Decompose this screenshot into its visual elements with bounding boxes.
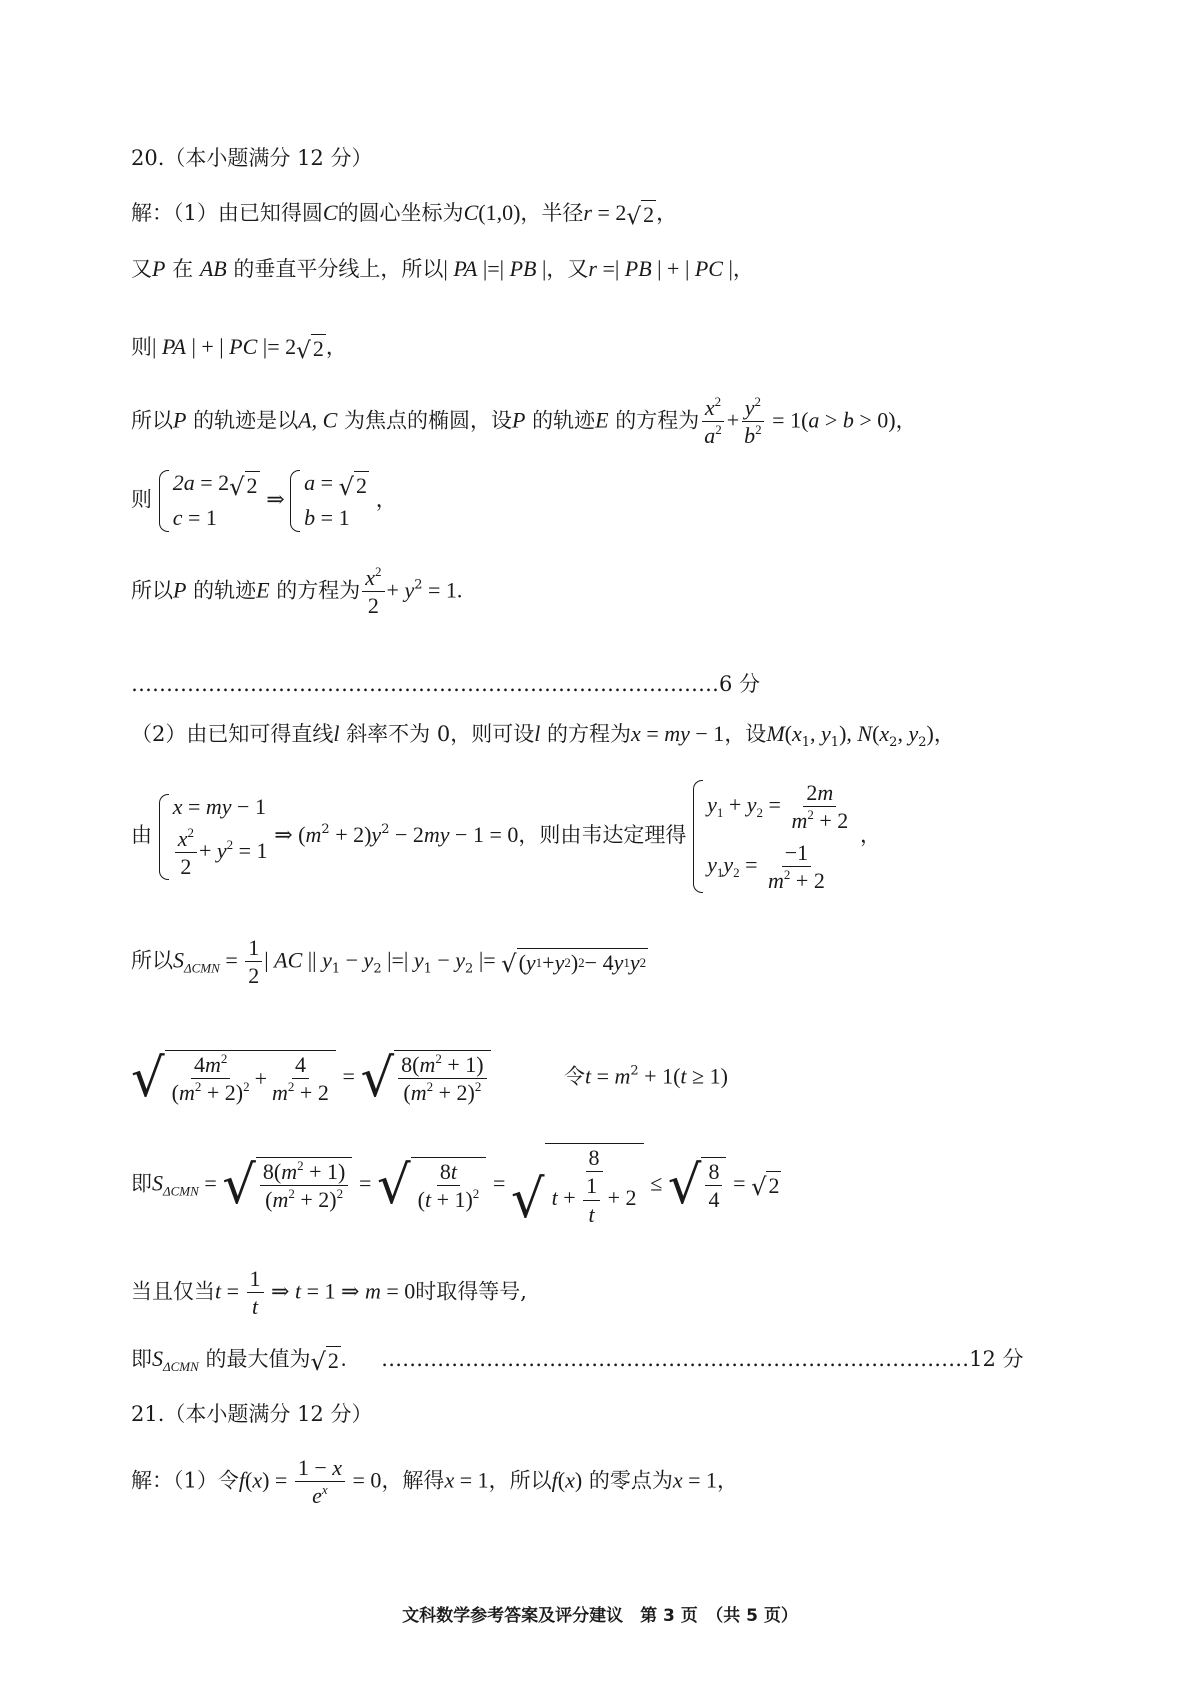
q20-heading: 20.（本小题满分 12 分） xyxy=(131,146,373,170)
q20-line-4: 所以P 的轨迹是以A, C 为焦点的椭圆，设P 的轨迹E 的方程为 $\frac{x^2}{a^2}$ + $\frac{y^2}{b^2}$ = 1(a > b > 0)， xyxy=(131,394,917,449)
q21-heading: 21.（本小题满分 12 分） xyxy=(131,1402,373,1426)
q21-line-1: 解：（1）令f(x) = $\frac{1 - x}{e^x}$ = 0，解得x = 1，所以f(x) 的零点为x = 1， xyxy=(131,1455,739,1509)
page-footer: 文科数学参考答案及评分建议 第 3 页 （共 5 页） xyxy=(402,1606,798,1626)
score-6-line: …………………………………………………………………………6 分 xyxy=(131,672,761,696)
q20-line-3: 则| PA | + | PC |= 2 √ 2 ， xyxy=(131,334,347,364)
q20-bound-line: 即$S_{\Delta CMN}$ = √ $\frac{8(m^2 + 1)}{(m^2 + 2)^2}$ = √ $\frac{8t}{(t + 1)^2}$ = √ 8 t + $\frac{1}{t}$ + 2 ≤ √ $\frac{8}{4}$ = √ 2 xyxy=(131,1145,780,1231)
q20-sqrt-line: √ $\frac{4m^2}{(m^2 + 2)^2}$ + $\frac{4}{m^2 + 2}$ = √ $\frac{8(m^2 + 1)}{(m^2 + 2)^2}$ 令$t = m^2 + 1(t \ge 1)$ xyxy=(131,1047,728,1109)
q20-equality-line: 当且仅当t = $\frac{1}{t}$ ⇒ t = 1 ⇒ m = 0时取得等号, xyxy=(131,1266,527,1320)
q20-part2-line: （2）由已知可得直线l 斜率不为 0，则可设l 的方程为x = my − 1，设$M(x_1$, $y_1$), $N(x_2$, $y_2$)， xyxy=(131,721,955,750)
q20-max-line: 即$S_{\Delta CMN}$ 的最大值为 √ 2 . …………………………………………………………………………12 分 xyxy=(131,1346,1024,1377)
q20-line-6: 所以P 的轨迹E 的方程为 $\frac{x^2}{2}$ + $y^2 = 1$. xyxy=(131,564,463,619)
q20-vieta-line: 由 x = my − 1 $\frac{x^2}{2}$ + $y^2 = 1$ ⇒ $(m^2 + 2)y^2 - 2my - 1 = 0$，则由韦达定理得 $y_1 + y_2$ = $\frac{2m}{m^2 + 2}$ $y_1y_2$ = $\frac{-1}{m^2 + 2}$ ， xyxy=(131,780,881,893)
q20-area-line: 所以$S_{\Delta CMN}$ = $\frac{1}{2}$ | AC || $y_1 - y_2$ |=| $y_1 - y_2$ |= √ ( y 1 + y 2 ) 2 − 4 y 1 y 2 xyxy=(131,935,647,989)
q20-line-2: 又P 在 AB 的垂直平分线上，所以| PA |=| PB |，又r =| PB | + | PC |， xyxy=(131,256,754,281)
q20-line-1: 解：（1）由已知得圆C的圆心坐标为C(1,0)，半径r = 2 √ 2 ， xyxy=(131,200,678,230)
q20-line-5: 则 2a = 2 √ 2 c = 1 ⇒ a = √ 2 b = 1 ， xyxy=(131,470,397,531)
